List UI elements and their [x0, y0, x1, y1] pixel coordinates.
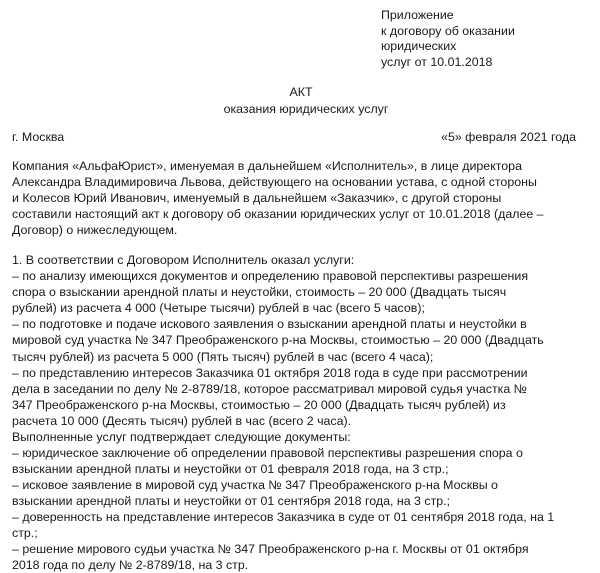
text-line: Компания «АльфаЮрист», именуемая в дальнейшем «Исполнитель», в лице директора: [12, 159, 522, 173]
text-line: взыскании арендной платы и неустойки от 01 сентября 2018 года, на 3 стр.;: [12, 493, 451, 508]
appendix-line: к договору об оказании: [381, 23, 515, 38]
text-line: 347 Преображенского р-на Москвы, стоимостью – 20 000 (Двадцать тысяч рублей) из: [12, 397, 506, 412]
text-line: составили настоящий акт к договору об оказании юридических услуг от 10.01.2018 (далее –: [12, 207, 544, 222]
appendix-header: [381, 8, 515, 70]
text-line: мировой суд участка № 347 Преображенского р-на Москвы, стоимостью – 20 000 (Двадцать: [12, 333, 544, 348]
preamble-paragraph: [12, 158, 592, 238]
text-line: Выполненные услуг подтверждает следующие документы:: [12, 429, 351, 444]
text-line: – по представлению интересов Заказчика 01 октября 2018 года в суде при рассмотрении: [12, 365, 528, 380]
text-line: стр.;: [12, 526, 38, 541]
document-subtitle: оказания юридических услуг: [223, 102, 389, 116]
text-line: – исковое заявление в мировой суд участка № 347 Преображенского р-на Москвы о: [12, 477, 498, 492]
text-line: 1. В соответствии с Договором Исполнитель оказал услуги:: [12, 253, 355, 268]
date-label: «5» февраля 2021 года: [441, 130, 576, 144]
appendix-line: услуг от 10.01.2018: [381, 54, 493, 69]
text-line: – по анализу имеющихся документов и определению правовой перспективы разрешения: [12, 269, 529, 284]
text-line: и Колесов Юрий Иванович, именуемый в дальнейшем «Заказчик», с другой стороны: [12, 191, 502, 206]
text-line: Договор) о нижеследующем.: [12, 223, 178, 238]
text-line: тысяч рублей) из расчета 5 000 (Пять тысяч) рублей в час (всего 4 часа);: [12, 349, 434, 364]
document-title: АКТ: [289, 85, 313, 99]
text-line: – доверенность на представление интересов Заказчика в суде от 01 сентября 2018 года, на 1: [12, 509, 555, 524]
text-line: расчета 10 000 (Десять тысяч) рублей в час (всего 2 часа).: [12, 413, 352, 428]
text-line: взыскании арендной платы и неустойки от 01 февраля 2018 года, на 3 стр.;: [12, 461, 449, 476]
place-date-row: [12, 129, 576, 145]
document-title-block: [0, 84, 600, 118]
document-body: [12, 158, 592, 573]
text-line: спора о взыскании арендной платы и неустойки, стоимость – 20 000 (Двадцать тысяч: [12, 285, 507, 300]
appendix-line: Приложение: [381, 8, 454, 22]
text-line: – юридическое заключение об определении правовой перспективы разрешения спора о: [12, 445, 523, 460]
appendix-line: юридических: [381, 39, 457, 53]
city-label: г. Москва: [12, 130, 65, 144]
services-section: [12, 252, 592, 573]
text-line: рублей) из расчета 4 000 (Четыре тысячи) рублей в час (всего 5 часов);: [12, 301, 425, 316]
text-line: дела в заседании по делу № 2-8789/18, которое рассматривал мировой судья участка №: [12, 381, 527, 396]
text-line: Александра Владимировича Львова, действующего на основании устава, с одной стороны: [12, 175, 537, 190]
text-line: – решение мирового судьи участка № 347 Преображенского р-на г. Москвы от 01 октября: [12, 542, 529, 557]
text-line: 2018 года по делу № 2-8789/18, на 3 стр.: [12, 558, 249, 573]
text-line: – по подготовке и подаче искового заявления о взыскании арендной платы и неустойки в: [12, 317, 527, 332]
